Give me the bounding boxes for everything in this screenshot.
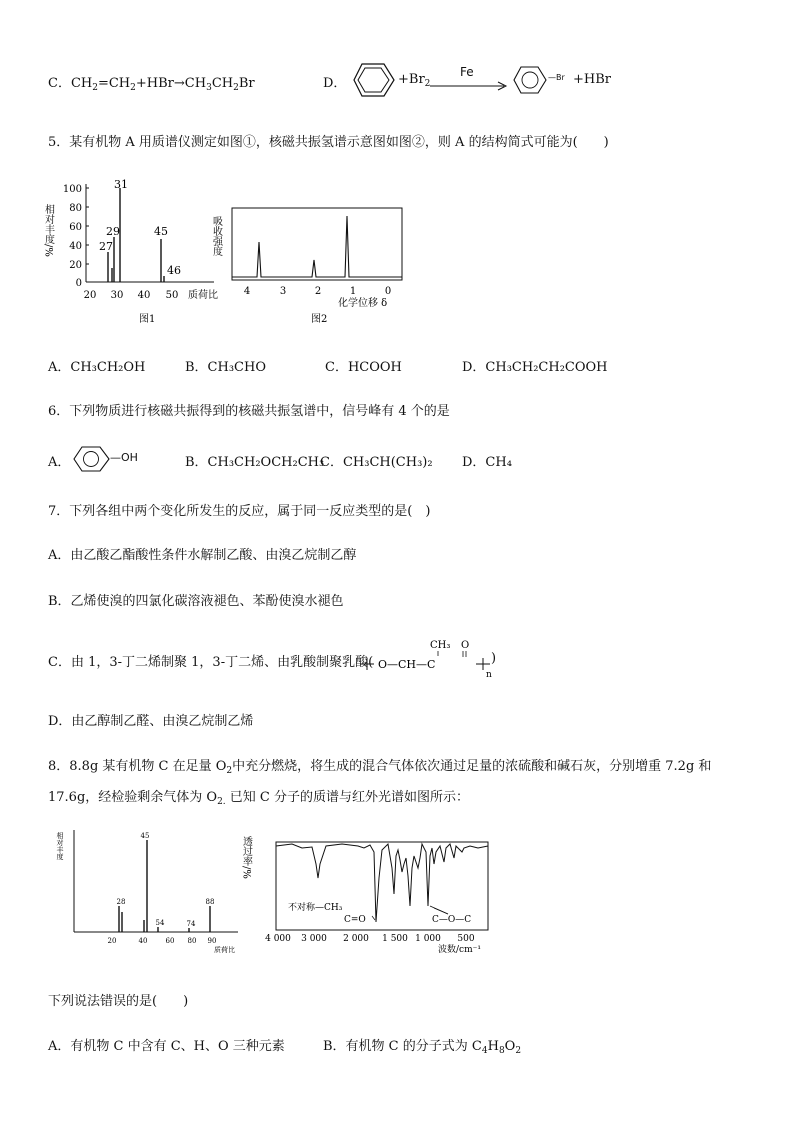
q5-fig1-peak-label: 45 — [154, 225, 168, 238]
q8-stem-line2: 17.6g，经检验剩余气体为 $O_{2.}$ 已知 C 分子的质谱与红外光谱如图所示： — [48, 790, 470, 807]
q8-ir-xtick: 500 — [457, 934, 475, 944]
q4-br2: $+Br_2$ — [398, 72, 431, 89]
q7-option-c-close: ) — [491, 651, 497, 666]
q5-fig1-ytick: 60 — [69, 222, 82, 233]
bromo-substituent: —Br — [548, 73, 565, 82]
benzene-ring-icon — [352, 60, 396, 100]
q5-option-b: B．CH₃CHO — [185, 360, 266, 375]
q7-option-c: C．由 1，3-丁二烯制聚 1，3-丁二烯、由乳酸制聚乳酸( — [48, 655, 374, 670]
q5-fig1-ytick: 80 — [69, 203, 82, 214]
q5-fig2-xtick: 2 — [314, 286, 322, 297]
q8-stem-line1: 8．8.8g 某有机物 C 在足量 $O_2$中充分燃烧，将生成的混合气体依次通过足量的浓硫酸和碱石灰，分别增重 7.2g 和 — [48, 759, 712, 776]
q8-ir-xtick: 3 000 — [301, 934, 327, 944]
q8-mass-spectrum-chart — [54, 826, 240, 956]
q8-ir-xtick: 1 000 — [415, 934, 441, 944]
q6-option-c: C．CH₃CH(CH₃)₂ — [320, 455, 433, 470]
q5-fig1-ytick: 40 — [69, 241, 82, 252]
poly-n: n — [486, 670, 492, 680]
q7-option-d: D．由乙醇制乙醛、由溴乙烷制乙烯 — [48, 714, 254, 729]
catalyst-fe: Fe — [460, 65, 474, 79]
q6-stem: 6．下列物质进行核磁共振得到的核磁共振氢谱中，信号峰有 4 个的是 — [48, 404, 450, 419]
q8-ir-spectrum-chart — [242, 828, 492, 958]
q8-ms-peak-label: 45 — [140, 832, 150, 840]
poly-o: O — [461, 640, 470, 651]
q5-fig1-ylabel: 相对丰度/% — [42, 204, 54, 257]
q8-ms-peak-label: 74 — [186, 920, 196, 928]
q5-fig1-ytick: 20 — [69, 260, 82, 271]
polylactic-acid-structure-icon — [358, 636, 498, 678]
q5-mass-spectrum-chart — [44, 174, 234, 332]
bromobenzene-ring-icon — [512, 64, 548, 96]
q7-stem: 7．下列各组中两个变化所发生的反应，属于同一反应类型的是( ) — [48, 504, 431, 519]
q5-fig2-spectrum-line — [232, 216, 402, 277]
q5-fig2-xtick: 3 — [279, 286, 287, 297]
q5-fig1-ytick: 100 — [62, 184, 82, 195]
q6-option-b: B．CH₃CH₂OCH₂CH₃ — [185, 455, 325, 470]
q5-stem: 5．某有机物 A 用质谱仪测定如图①，核磁共振氢谱示意图如图②，则 A 的结构简式可能为( ) — [48, 135, 609, 150]
q8-question: 下列说法错误的是( ) — [48, 994, 189, 1009]
q5-fig1-peak-label: 27 — [99, 240, 113, 253]
q5-fig1-xtick: 40 — [137, 290, 151, 301]
q5-option-a: A．CH₃CH₂OH — [48, 360, 146, 375]
q8-ms-xtick: 40 — [138, 937, 148, 945]
q5-nmr-chart — [212, 204, 412, 334]
q8-ms-ylabel: 相对丰度 — [56, 832, 64, 860]
q8-ir-ylabel: 透过率/% — [240, 836, 252, 879]
q4-hbr: +HBr — [573, 72, 611, 87]
q5-fig1-xtick: 50 — [165, 290, 179, 301]
q8-option-a: A．有机物 C 中含有 C、H、O 三种元素 — [48, 1039, 285, 1054]
q4-option-c: C．$CH_2=CH_2+HBr\to CH_3CH_2Br$ — [48, 76, 255, 93]
q8-option-b: B．有机物 C 的分子式为 $C_4H_8O_2$ — [323, 1039, 522, 1056]
q5-option-c: C．HCOOH — [325, 360, 402, 375]
q8-ms-xtick: 80 — [187, 937, 197, 945]
q4-option-d-label: D． — [323, 76, 347, 91]
q5-fig1-peak-label: 46 — [167, 264, 181, 277]
q7-option-a: A．由乙酸乙酯酸性条件水解制乙酸、由溴乙烷制乙醇 — [48, 548, 357, 563]
q8-ms-peak-label: 88 — [205, 898, 215, 906]
q8-ir-annotation-ch3: 不对称—CH₃ — [288, 903, 343, 913]
q8-ms-peak-label: 28 — [116, 898, 126, 906]
reaction-arrow-icon — [430, 80, 510, 92]
q8-ms-xtick: 90 — [207, 937, 217, 945]
q5-fig2-xtick: 4 — [243, 286, 251, 297]
q8-ir-xtick: 2 000 — [343, 934, 369, 944]
q5-fig2-xlabel: 化学位移 δ — [338, 298, 388, 309]
q6-option-a-oh: —OH — [110, 451, 138, 464]
q5-fig1-caption: 图1 — [139, 314, 156, 325]
poly-ch3: CH₃ — [430, 640, 451, 651]
q8-ms-peak-label: 54 — [155, 919, 165, 927]
q5-fig1-ytick: 0 — [75, 278, 82, 289]
q8-ir-xtick: 4 000 — [265, 934, 291, 944]
q5-fig2-xtick: 0 — [384, 286, 392, 297]
q5-fig1-xtick: 30 — [110, 290, 124, 301]
phenol-ring-icon — [73, 445, 113, 473]
q5-fig1-xlabel: 质荷比 — [188, 290, 218, 301]
q5-fig2-ylabel: 吸收强度 — [210, 216, 222, 256]
q8-ir-xtick: 1 500 — [382, 934, 408, 944]
q6-option-d: D．CH₄ — [462, 455, 512, 470]
q8-ir-xlabel: 波数/cm⁻¹ — [438, 945, 481, 955]
q6-option-a-label: A． — [48, 455, 71, 470]
q5-option-d: D．CH₃CH₂CH₂COOH — [462, 360, 608, 375]
q5-fig1-peak-label: 29 — [106, 225, 120, 238]
q5-fig2-xtick: 1 — [349, 286, 357, 297]
q5-fig1-xtick: 20 — [83, 290, 97, 301]
q8-ir-annotation-co: C=O — [344, 915, 366, 925]
q8-ms-xtick: 60 — [165, 937, 175, 945]
q8-ms-xtick: 20 — [107, 937, 117, 945]
q8-ms-xlabel: 质荷比 — [214, 946, 235, 954]
poly-main-chain: O—CH—C — [378, 658, 436, 671]
q8-ir-annotation-coc: C—O—C — [432, 915, 472, 925]
q5-fig1-peak-label: 31 — [114, 178, 128, 191]
q5-fig2-caption: 图2 — [311, 314, 328, 325]
q7-option-b: B．乙烯使溴的四氯化碳溶液褪色、苯酚使溴水褪色 — [48, 594, 344, 609]
